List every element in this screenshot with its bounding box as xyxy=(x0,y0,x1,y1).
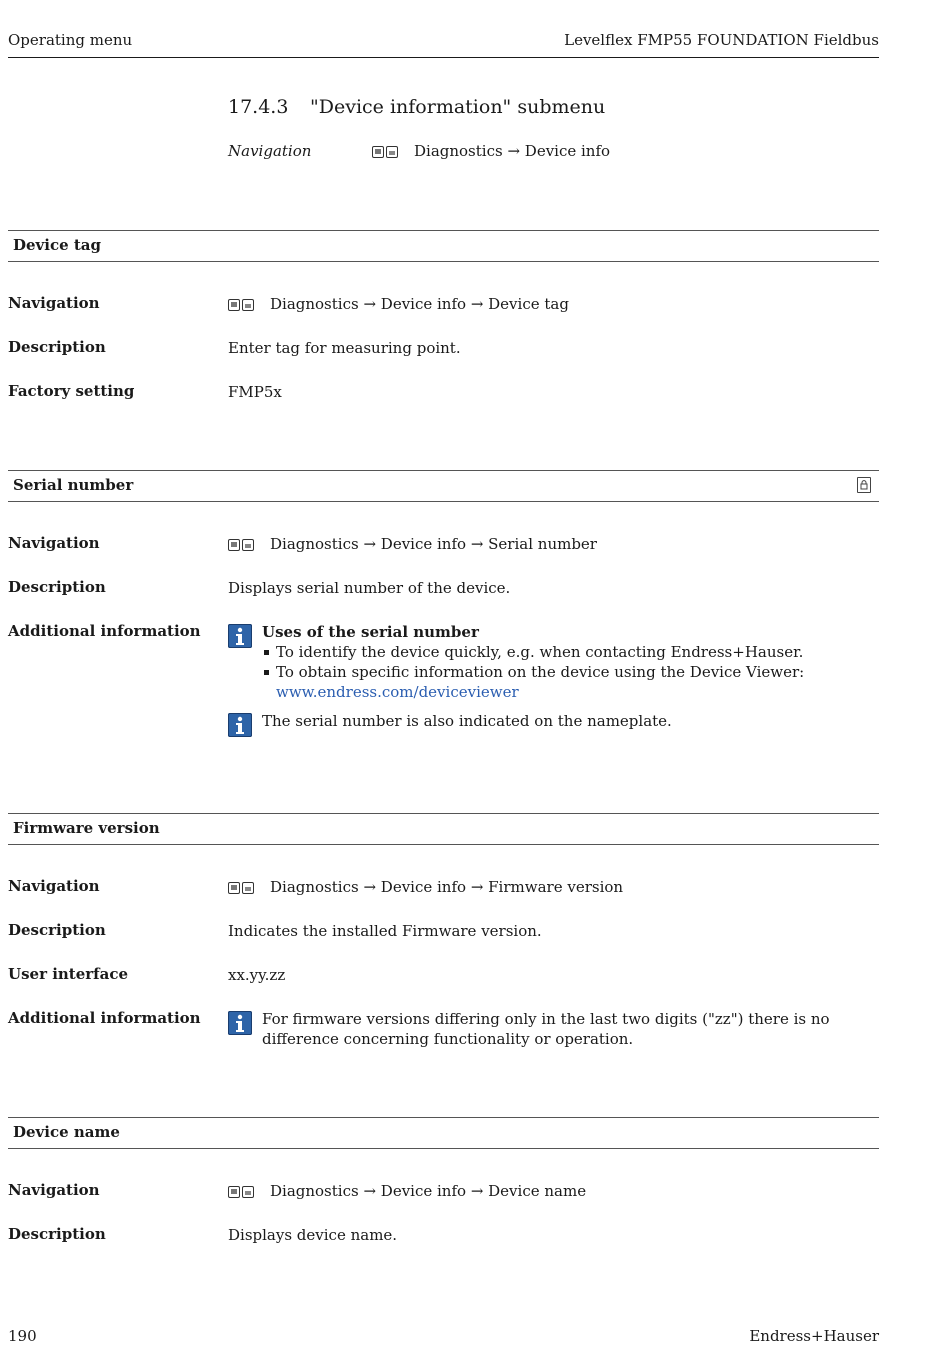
section-nav-label: Navigation xyxy=(228,142,312,160)
page-number: 190 xyxy=(8,1327,37,1345)
info-text: For firmware versions differing only in the last two digits ("zz") there is no difference concerning functionality or operation. xyxy=(262,1010,830,1048)
footer-brand: Endress+Hauser xyxy=(749,1327,879,1345)
row-label-factory-setting: Factory setting xyxy=(8,382,135,400)
row-value-navigation: Diagnostics → Device info → Serial number xyxy=(228,534,878,556)
row-label-navigation: Navigation xyxy=(8,1181,100,1199)
info-note xyxy=(228,711,878,731)
section-nav-path: Diagnostics → Device info xyxy=(414,142,611,160)
row-label-navigation: Navigation xyxy=(8,877,100,895)
row-label-navigation: Navigation xyxy=(8,534,100,552)
row-label-description: Description xyxy=(8,338,106,356)
list-item: To identify the device quickly, e.g. when contacting Endress+Hauser. xyxy=(262,642,878,662)
info-icon xyxy=(228,713,252,737)
lock-icon xyxy=(857,477,871,493)
operating-keys-icon xyxy=(228,536,256,556)
running-header-left: Operating menu xyxy=(8,31,133,49)
info-note xyxy=(228,622,878,702)
info-title: Uses of the serial number xyxy=(262,623,479,641)
param-title: Device tag xyxy=(13,236,102,254)
operating-keys-icon xyxy=(228,296,256,316)
row-value-navigation: Diagnostics → Device info → Firmware version xyxy=(228,877,878,899)
section-navigation xyxy=(228,142,610,162)
param-header-serial-number xyxy=(8,470,879,502)
row-value-description: Displays device name. xyxy=(228,1226,398,1244)
row-label-additional-information: Additional information xyxy=(8,1009,201,1027)
row-value-description: Indicates the installed Firmware version. xyxy=(228,922,542,940)
param-title: Serial number xyxy=(13,476,134,494)
device-viewer-link[interactable]: www.endress.com/deviceviewer xyxy=(276,683,519,701)
info-icon xyxy=(228,624,252,648)
info-text: The serial number is also indicated on the nameplate. xyxy=(262,712,672,730)
row-label-navigation: Navigation xyxy=(8,294,100,312)
row-value-navigation: Diagnostics → Device info → Device tag xyxy=(228,294,878,316)
section-title: "Device information" submenu xyxy=(310,96,606,118)
info-bullet-list xyxy=(262,642,878,702)
row-label-description: Description xyxy=(8,1225,106,1243)
row-value-user-interface: xx.yy.zz xyxy=(228,966,286,984)
row-value-description: Enter tag for measuring point. xyxy=(228,339,461,357)
info-icon xyxy=(228,1011,252,1035)
param-title: Firmware version xyxy=(13,819,160,837)
running-header-right: Levelflex FMP55 FOUNDATION Fieldbus xyxy=(564,31,879,49)
param-header-device-tag xyxy=(8,230,879,262)
operating-keys-icon xyxy=(228,1183,256,1203)
operating-keys-icon xyxy=(372,144,400,162)
param-title: Device name xyxy=(13,1123,120,1141)
param-header-firmware-version xyxy=(8,813,879,845)
row-label-description: Description xyxy=(8,578,106,596)
list-item: To obtain specific information on the device using the Device Viewer: www.endress.com/deviceviewer xyxy=(262,662,878,702)
header-rule xyxy=(8,57,879,58)
info-note xyxy=(228,1009,878,1049)
row-label-description: Description xyxy=(8,921,106,939)
row-label-additional-information: Additional information xyxy=(8,622,201,640)
row-label-user-interface: User interface xyxy=(8,965,129,983)
row-value-factory-setting: FMP5x xyxy=(228,383,282,401)
section-heading xyxy=(228,96,605,118)
row-value-description: Displays serial number of the device. xyxy=(228,579,511,597)
param-header-device-name xyxy=(8,1117,879,1149)
section-number: 17.4.3 xyxy=(228,96,289,118)
operating-keys-icon xyxy=(228,879,256,899)
row-value-navigation: Diagnostics → Device info → Device name xyxy=(228,1181,878,1203)
